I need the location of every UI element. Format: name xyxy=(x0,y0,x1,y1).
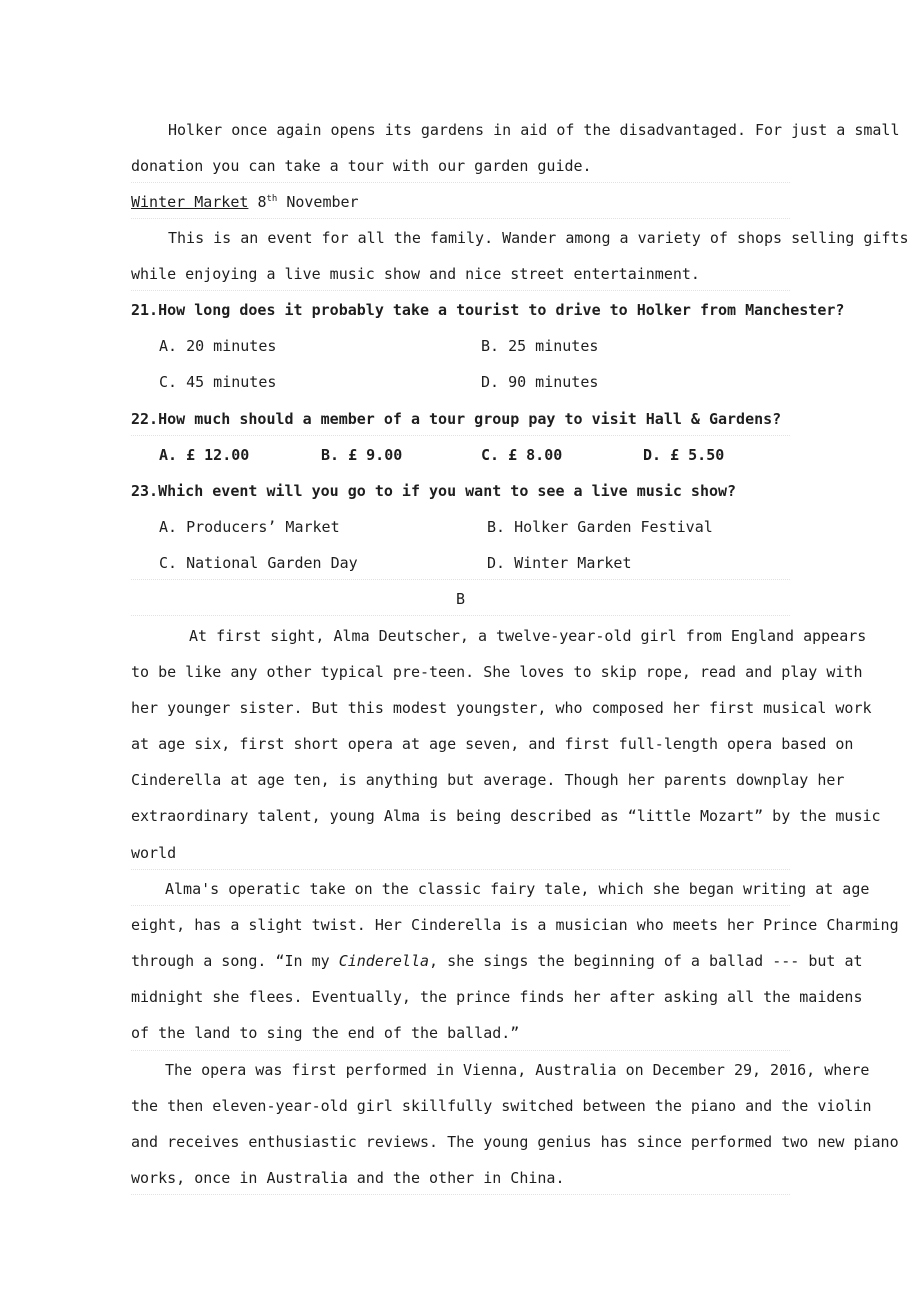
ruled-line xyxy=(131,290,790,291)
q21-option-d: D. 90 minutes xyxy=(481,373,599,391)
question-21-stem: 21.How long does it probably take a tourist to drive to Holker from Manchester? xyxy=(131,301,845,319)
cinderella-italic: Cinderella xyxy=(338,952,430,970)
ruled-line xyxy=(131,615,790,616)
ruled-line xyxy=(131,218,790,219)
p2-line-3-end: , she sings the beginning of a ballad --- but at xyxy=(429,952,863,970)
passage-b-p2-line-3 xyxy=(131,951,863,971)
intro-line-1: Holker once again opens its gardens in aid of the disadvantaged. For just a small xyxy=(168,121,900,139)
q21-option-c: C. 45 minutes xyxy=(159,373,277,391)
ruled-line xyxy=(131,1194,790,1195)
winter-market-date-sup: th xyxy=(266,194,278,204)
passage-b-p1-line-5: Cinderella at age ten, is anything but average. Though her parents downplay her xyxy=(131,771,845,789)
ruled-line xyxy=(131,182,790,183)
section-b-label: B xyxy=(455,590,466,608)
passage-b-p2-line-5: of the land to sing the end of the ballad.” xyxy=(131,1024,520,1042)
winter-market-line-2: while enjoying a live music show and nice street entertainment. xyxy=(131,265,700,283)
passage-b-p1-line-3: her younger sister. But this modest youngster, who composed her first musical work xyxy=(131,699,872,717)
q22-option-c: C. £ 8.00 xyxy=(481,446,563,464)
passage-b-p1-line-1: At first sight, Alma Deutscher, a twelve-year-old girl from England appears xyxy=(189,627,867,645)
passage-b-p3-line-4: works, once in Australia and the other in China. xyxy=(131,1169,565,1187)
passage-b-p3-line-3: and receives enthusiastic reviews. The young genius has since performed two new piano xyxy=(131,1133,899,1151)
winter-market-heading xyxy=(131,192,790,212)
passage-b-p3-line-1: The opera was first performed in Vienna, Australia on December 29, 2016, where xyxy=(165,1061,870,1079)
q23-option-c: C. National Garden Day xyxy=(159,554,358,572)
ruled-line xyxy=(131,435,790,436)
p2-line-3-start: through a song. “In my xyxy=(131,952,339,970)
passage-b-p1-line-4: at age six, first short opera at age seven, and first full-length opera based on xyxy=(131,735,854,753)
q22-option-a: A. £ 12.00 xyxy=(159,446,250,464)
ruled-line xyxy=(131,579,790,580)
q23-option-a: A. Producers’ Market xyxy=(159,518,340,536)
question-22-stem: 22.How much should a member of a tour group pay to visit Hall & Gardens? xyxy=(131,410,782,428)
ruled-line xyxy=(131,1050,790,1051)
ruled-line xyxy=(131,905,790,906)
winter-market-date-month: November xyxy=(286,193,359,211)
q21-option-a: A. 20 minutes xyxy=(159,337,277,355)
ruled-line xyxy=(131,869,790,870)
winter-market-line-1: This is an event for all the family. Wander among a variety of shops selling gifts xyxy=(168,229,909,247)
intro-line-2: donation you can take a tour with our garden guide. xyxy=(131,157,592,175)
q22-option-d: D. £ 5.50 xyxy=(643,446,725,464)
q23-option-d: D. Winter Market xyxy=(487,554,632,572)
passage-b-p3-line-2: the then eleven-year-old girl skillfully switched between the piano and the violin xyxy=(131,1097,872,1115)
passage-b-p2-line-1: Alma's operatic take on the classic fairy tale, which she began writing at age xyxy=(165,880,870,898)
winter-market-date-num: 8 xyxy=(257,193,267,211)
passage-b-p2-line-4: midnight she flees. Eventually, the prince finds her after asking all the maidens xyxy=(131,988,863,1006)
winter-market-title: Winter Market xyxy=(131,193,249,211)
q23-option-b: B. Holker Garden Festival xyxy=(487,518,713,536)
passage-b-p1-line-7: world xyxy=(131,844,177,862)
q21-option-b: B. 25 minutes xyxy=(481,337,599,355)
passage-b-p2-line-2: eight, has a slight twist. Her Cinderella is a musician who meets her Prince Charming xyxy=(131,916,899,934)
q22-option-b: B. £ 9.00 xyxy=(321,446,403,464)
passage-b-p1-line-2: to be like any other typical pre-teen. She loves to skip rope, read and play with xyxy=(131,663,863,681)
passage-b-p1-line-6: extraordinary talent, young Alma is being described as “little Mozart” by the music xyxy=(131,807,881,825)
question-23-stem: 23.Which event will you go to if you want to see a live music show? xyxy=(131,482,737,500)
